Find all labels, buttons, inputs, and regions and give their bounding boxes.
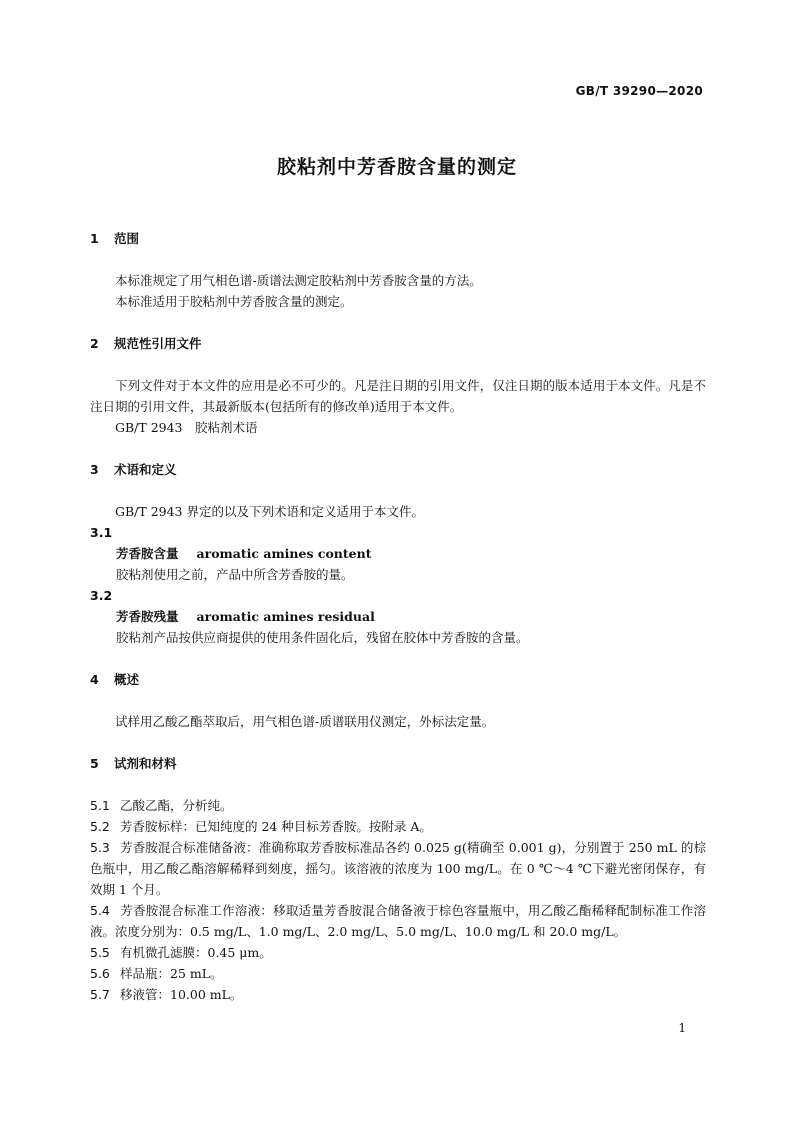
item-text: 移液管：10.00 mL。 <box>120 987 243 1002</box>
list-item <box>90 942 706 963</box>
paragraph: 试样用乙酸乙酯萃取后，用气相色谱-质谱联用仪测定，外标法定量。 <box>115 714 495 729</box>
section-title: 规范性引用文件 <box>114 336 202 351</box>
term-chinese: 芳香胺含量 <box>116 546 179 561</box>
list-item <box>90 984 706 1005</box>
item-number: 5.6 <box>90 966 110 981</box>
term-definition: 胶粘剂使用之前，产品中所含芳香胺的量。 <box>116 567 354 582</box>
term-number: 3.1 <box>90 525 113 540</box>
section-number: 3 <box>90 462 99 477</box>
item-text: 乙酸乙酯，分析纯。 <box>120 798 233 813</box>
section-heading-normative-references <box>90 333 706 354</box>
section-number: 4 <box>90 672 99 687</box>
item-number: 5.4 <box>90 903 110 918</box>
section-title: 范围 <box>114 231 140 246</box>
term-english: aromatic amines content <box>196 546 372 561</box>
list-item <box>90 963 706 984</box>
term-number: 3.2 <box>90 588 113 603</box>
term-definition: 胶粘剂产品按供应商提供的使用条件固化后，残留在胶体中芳香胺的含量。 <box>116 630 529 645</box>
section-number: 1 <box>90 231 99 246</box>
document-body <box>90 228 706 1005</box>
section-title: 试剂和材料 <box>114 756 177 771</box>
item-text: 样品瓶：25 mL。 <box>120 966 223 981</box>
section-number: 5 <box>90 756 99 771</box>
section-heading-reagents <box>90 753 706 774</box>
section-heading-terms <box>90 459 706 480</box>
section-number: 2 <box>90 336 99 351</box>
item-number: 5.5 <box>90 945 110 960</box>
item-text: 芳香胺混合标准工作溶液：移取适量芳香胺混合储备液于棕色容量瓶中，用乙酸乙酯稀释配制标准工作溶液。浓度分别为：0.5 mg/L、1.0 mg/L、2.0 mg/L、5.0 mg/L、10.0 mg/L 和 20.0 mg/L。 <box>90 903 706 939</box>
page-number: 1 <box>678 1021 686 1035</box>
paragraph: GB/T 2943 界定的以及下列术语和定义适用于本文件。 <box>115 504 424 519</box>
list-item <box>90 900 706 942</box>
term-chinese: 芳香胺残量 <box>116 609 179 624</box>
section-heading-scope <box>90 228 706 249</box>
term-entry <box>90 606 706 627</box>
list-item <box>90 837 706 900</box>
item-number: 5.1 <box>90 798 110 813</box>
section-heading-overview <box>90 669 706 690</box>
item-text: 芳香胺标样：已知纯度的 24 种目标芳香胺。按附录 A。 <box>120 819 432 834</box>
list-item <box>90 816 706 837</box>
section-title: 术语和定义 <box>114 462 177 477</box>
standard-code: GB/T 39290—2020 <box>575 84 703 98</box>
document-title: 胶粘剂中芳香胺含量的测定 <box>276 156 517 178</box>
section-title: 概述 <box>114 672 140 687</box>
paragraph: 本标准适用于胶粘剂中芳香胺含量的测定。 <box>115 294 353 309</box>
item-number: 5.2 <box>90 819 110 834</box>
paragraph: 本标准规定了用气相色谱-质谱法测定胶粘剂中芳香胺含量的方法。 <box>115 273 482 288</box>
item-text: 有机微孔滤膜：0.45 μm。 <box>120 945 272 960</box>
term-entry <box>90 543 706 564</box>
paragraph: 下列文件对于本文件的应用是必不可少的。凡是注日期的引用文件，仅注日期的版本适用于本文件。凡是不注日期的引用文件，其最新版本(包括所有的修改单)适用于本文件。 <box>90 378 706 414</box>
item-text: 芳香胺混合标准储备液：准确称取芳香胺标准品各约 0.025 g(精确至 0.001 g)，分别置于 250 mL 的棕色瓶中，用乙酸乙酯溶解稀释到刻度，摇匀。该溶液的浓度为 100 mg/L。在 0 ℃～4 ℃下避光密闭保存，有效期 1 个月。 <box>90 840 706 897</box>
item-number: 5.3 <box>90 840 110 855</box>
reference-entry: GB/T 2943 胶粘剂术语 <box>115 420 258 435</box>
list-item <box>90 795 706 816</box>
term-english: aromatic amines residual <box>196 609 375 624</box>
item-number: 5.7 <box>90 987 110 1002</box>
